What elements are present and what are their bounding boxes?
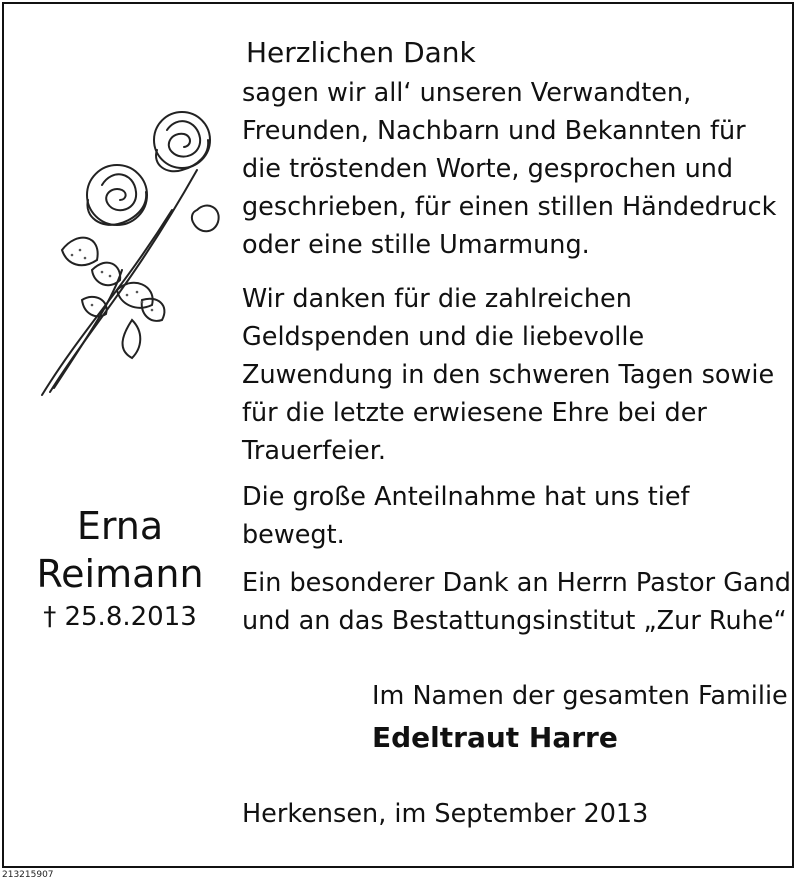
text-line: sagen wir all‘ unseren Verwandten, (242, 78, 692, 108)
place-date: Herkensen, im September 2013 (242, 799, 649, 829)
family-line: Im Namen der gesamten Familie (372, 681, 788, 711)
heading-thanks: Herzlichen Dank (246, 36, 476, 69)
text-line: die tröstenden Worte, gesprochen und (242, 154, 734, 184)
text-line: Trauerfeier. (242, 436, 386, 466)
signer-name: Edeltraut Harre (372, 721, 618, 754)
text-line: Freunden, Nachbarn und Bekannten für (242, 116, 746, 146)
deceased-first-name: Erna (76, 504, 164, 548)
text-line: für die letzte erwiesene Ehre bei der (242, 398, 707, 428)
deceased-name-block (20, 502, 220, 634)
text-line: oder eine stille Umarmung. (242, 230, 590, 260)
deceased-last-name: Reimann (36, 552, 204, 596)
text-line: Geldspenden und die liebevolle (242, 322, 645, 352)
ad-id: 213215907 (2, 870, 54, 880)
death-date: † 25.8.2013 (43, 602, 197, 632)
text-line: Wir danken für die zahlreichen (242, 284, 632, 314)
text-line: Die große Anteilnahme hat uns tief (242, 482, 690, 512)
text-line: geschrieben, für einen stillen Händedruck (242, 192, 777, 222)
paragraph-sympathy (242, 478, 689, 554)
text-line: Zuwendung in den schweren Tagen sowie (242, 360, 775, 390)
rose-illustration-icon (22, 100, 232, 400)
paragraph-special-thanks (242, 564, 791, 640)
paragraph-thanks-relatives (242, 74, 776, 264)
text-line: Ein besonderer Dank an Herrn Pastor Gand (242, 568, 791, 598)
text-line: bewegt. (242, 520, 345, 550)
paragraph-donations (242, 280, 774, 470)
text-line: und an das Bestattungsinstitut „Zur Ruhe“ (242, 606, 787, 636)
